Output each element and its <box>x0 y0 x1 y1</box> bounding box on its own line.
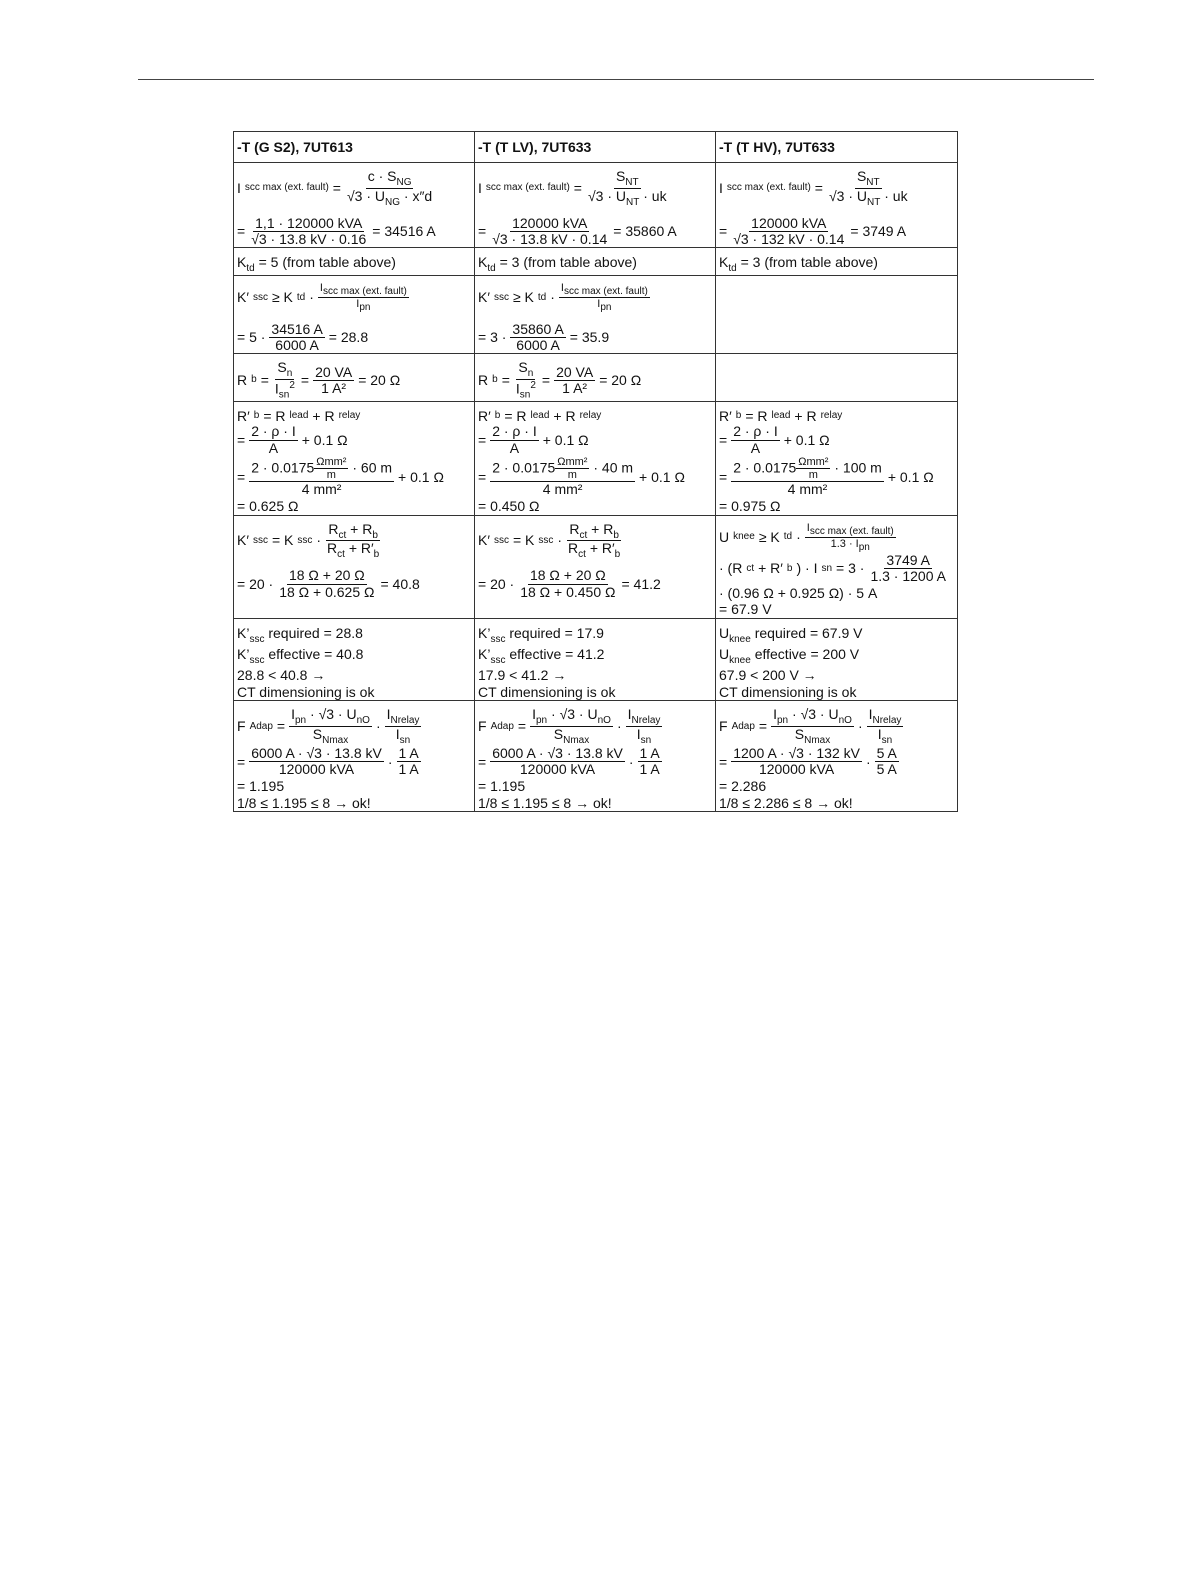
ktd-cell-2: $K_{td} = 3$ (from table above) <box>475 248 716 276</box>
fadap-cell-1: F Adap = $\frac{I_{pn} \cdot √3 \cdot U_{nO}}{S_{Nmax}}$ · $\frac{I_{Nrelay}}{I_{sn}}$ = $\frac{6000 A \cdot √3 \cdot 13.8 kV}{\text{120000 kVA}}$ · $\frac{1 A}{1 A}$ = 1.195 1/8 ≤ 1.195 ≤ 8 → ok! <box>234 701 475 812</box>
keff-cell-1: K′ ssc = K ssc · $\frac{R_{ct} + R_b}{R_{ct} + R'_b}$ = 20 · $\frac{18 \Omega + 20 \Omega}{18 \Omega + 0.625 \Omega}$ = 40.8 <box>234 515 475 619</box>
keff-row <box>234 515 958 619</box>
fadap-cell-2: F Adap = $\frac{I_{pn} \cdot √3 \cdot U_{nO}}{S_{Nmax}}$ · $\frac{I_{Nrelay}}{I_{sn}}$ = $\frac{6000 A \cdot √3 \cdot 13.8 kV}{\text{120000 kVA}}$ · $\frac{1 A}{1 A}$ = 1.195 1/8 ≤ 1.195 ≤ 8 → ok! <box>475 701 716 812</box>
kssc-required-row <box>234 276 958 354</box>
iscc-cell-2: I scc max (ext. fault) = $\frac{S_{NT}}{√3 \cdot U_{NT} \cdot uk}$ = $\frac{\text{120000 kVA}}{√3 \cdot 13.8 kV \cdot 0.14}$ = 35860 A <box>475 163 716 248</box>
ct-dimensioning-table <box>233 131 958 812</box>
fadap-cell-3: F Adap = $\frac{I_{pn} \cdot √3 \cdot U_{nO}}{S_{Nmax}}$ · $\frac{I_{Nrelay}}{I_{sn}}$ = $\frac{1200 A \cdot √3 \cdot 132 kV}{\text{120000 kVA}}$ · $\frac{5 A}{5 A}$ = 2.286 1/8 ≤ 2.286 ≤ 8 → ok! <box>716 701 958 812</box>
rb-cell-2: R b = $\frac{S_n}{I_{sn}^2}$ = $\frac{20 VA}{\text{1 A²}}$ = 20 Ω <box>475 354 716 401</box>
kssc-req-cell-2: K′ ssc ≥ K td · $\frac{I_{scc max (ext. fault)}}{I_{pn}}$ = 3 · $\frac{35860 A}{6000 A}$ = 35.9 <box>475 276 716 354</box>
ktd-cell-1: $K_{td} = 5$ (from table above) <box>234 248 475 276</box>
kssc-req-cell-1: K′ ssc ≥ K td · $\frac{I_{scc max (ext. fault)}}{I_{pn}}$ = 5 · $\frac{34516 A}{6000 A}$ = 28.8 <box>234 276 475 354</box>
iscc-row <box>234 163 958 248</box>
ktd-row <box>234 248 958 276</box>
rprime-cell-1: R′ b = R lead + R relay = $\frac{2 \cdot \rho \cdot I}{A}$ + 0.1 Ω = 2 · 0.0175 $\frac{\text{Ωmm²}}{m}$ · 60 m 4 mm² + 0.1 Ω = 0.625 Ω <box>234 401 475 515</box>
iscc-cell-1: I scc max (ext. fault) = $\frac{c \cdot S_{NG}}{√3 \cdot U_{NG} \cdot x''d}$ = $\frac{\text{1,1 · 120000 kVA}}{√3 \cdot 13.8 kV \cdot 0.16}$ = 34516 A <box>234 163 475 248</box>
rb-cell-1: R b = $\frac{S_n}{I_{sn}^2}$ = $\frac{20 VA}{\text{1 A²}}$ = 20 Ω <box>234 354 475 401</box>
summary-cell-2: $K’_{ssc}$ required = 17.9 $K’_{ssc}$ effective = 41.2 17.9 < 41.2 → CT dimensioning is ok <box>475 619 716 701</box>
rb-row <box>234 354 958 401</box>
fadap-row <box>234 701 958 812</box>
rprime-cell-2: R′ b = R lead + R relay = $\frac{2 \cdot \rho \cdot I}{A}$ + 0.1 Ω = 2 · 0.0175 $\frac{\text{Ωmm²}}{m}$ · 40 m 4 mm² + 0.1 Ω = 0.450 Ω <box>475 401 716 515</box>
summary-cell-3: $U_{knee}$ required = 67.9 V $U_{knee}$ effective = 200 V 67.9 < 200 V → CT dimensioning is ok <box>716 619 958 701</box>
rprime-row <box>234 401 958 515</box>
summary-row <box>234 619 958 701</box>
summary-cell-1: $K’_{ssc}$ required = 28.8 $K’_{ssc}$ effective = 40.8 28.8 < 40.8 → CT dimensioning is ok <box>234 619 475 701</box>
iscc-cell-3: I scc max (ext. fault) = $\frac{S_{NT}}{√3 \cdot U_{NT} \cdot uk}$ = $\frac{\text{120000 kVA}}{√3 \cdot 132 kV \cdot 0.14}$ = 3749 A <box>716 163 958 248</box>
ktd-cell-3: $K_{td} = 3$ (from table above) <box>716 248 958 276</box>
header-col3: -T (T HV), 7UT633 <box>716 132 958 163</box>
header-col1: -T (G S2), 7UT613 <box>234 132 475 163</box>
kssc-req-cell-3 <box>716 276 958 354</box>
uknee-cell-3: U knee ≥ K td · $\frac{I_{scc max (ext. fault)}}{1.3 \cdot I_{pn}}$ · (R ct + R′ b ) · I sn = 3 · $\frac{3749 A}{1.3 \cdot 1200 A}$ · (0.96 Ω + 0.925 Ω) · 5 A = 67.9 V <box>716 515 958 619</box>
header-rule <box>138 79 1094 80</box>
rb-cell-3 <box>716 354 958 401</box>
header-row <box>234 132 958 163</box>
header-col2: -T (T LV), 7UT633 <box>475 132 716 163</box>
rprime-cell-3: R′ b = R lead + R relay = $\frac{2 \cdot \rho \cdot I}{A}$ + 0.1 Ω = 2 · 0.0175 $\frac{\text{Ωmm²}}{m}$ · 100 m 4 mm² + 0.1 Ω = 0.975 Ω <box>716 401 958 515</box>
keff-cell-2: K′ ssc = K ssc · $\frac{R_{ct} + R_b}{R_{ct} + R'_b}$ = 20 · $\frac{18 \Omega + 20 \Omega}{18 \Omega + 0.450 \Omega}$ = 41.2 <box>475 515 716 619</box>
